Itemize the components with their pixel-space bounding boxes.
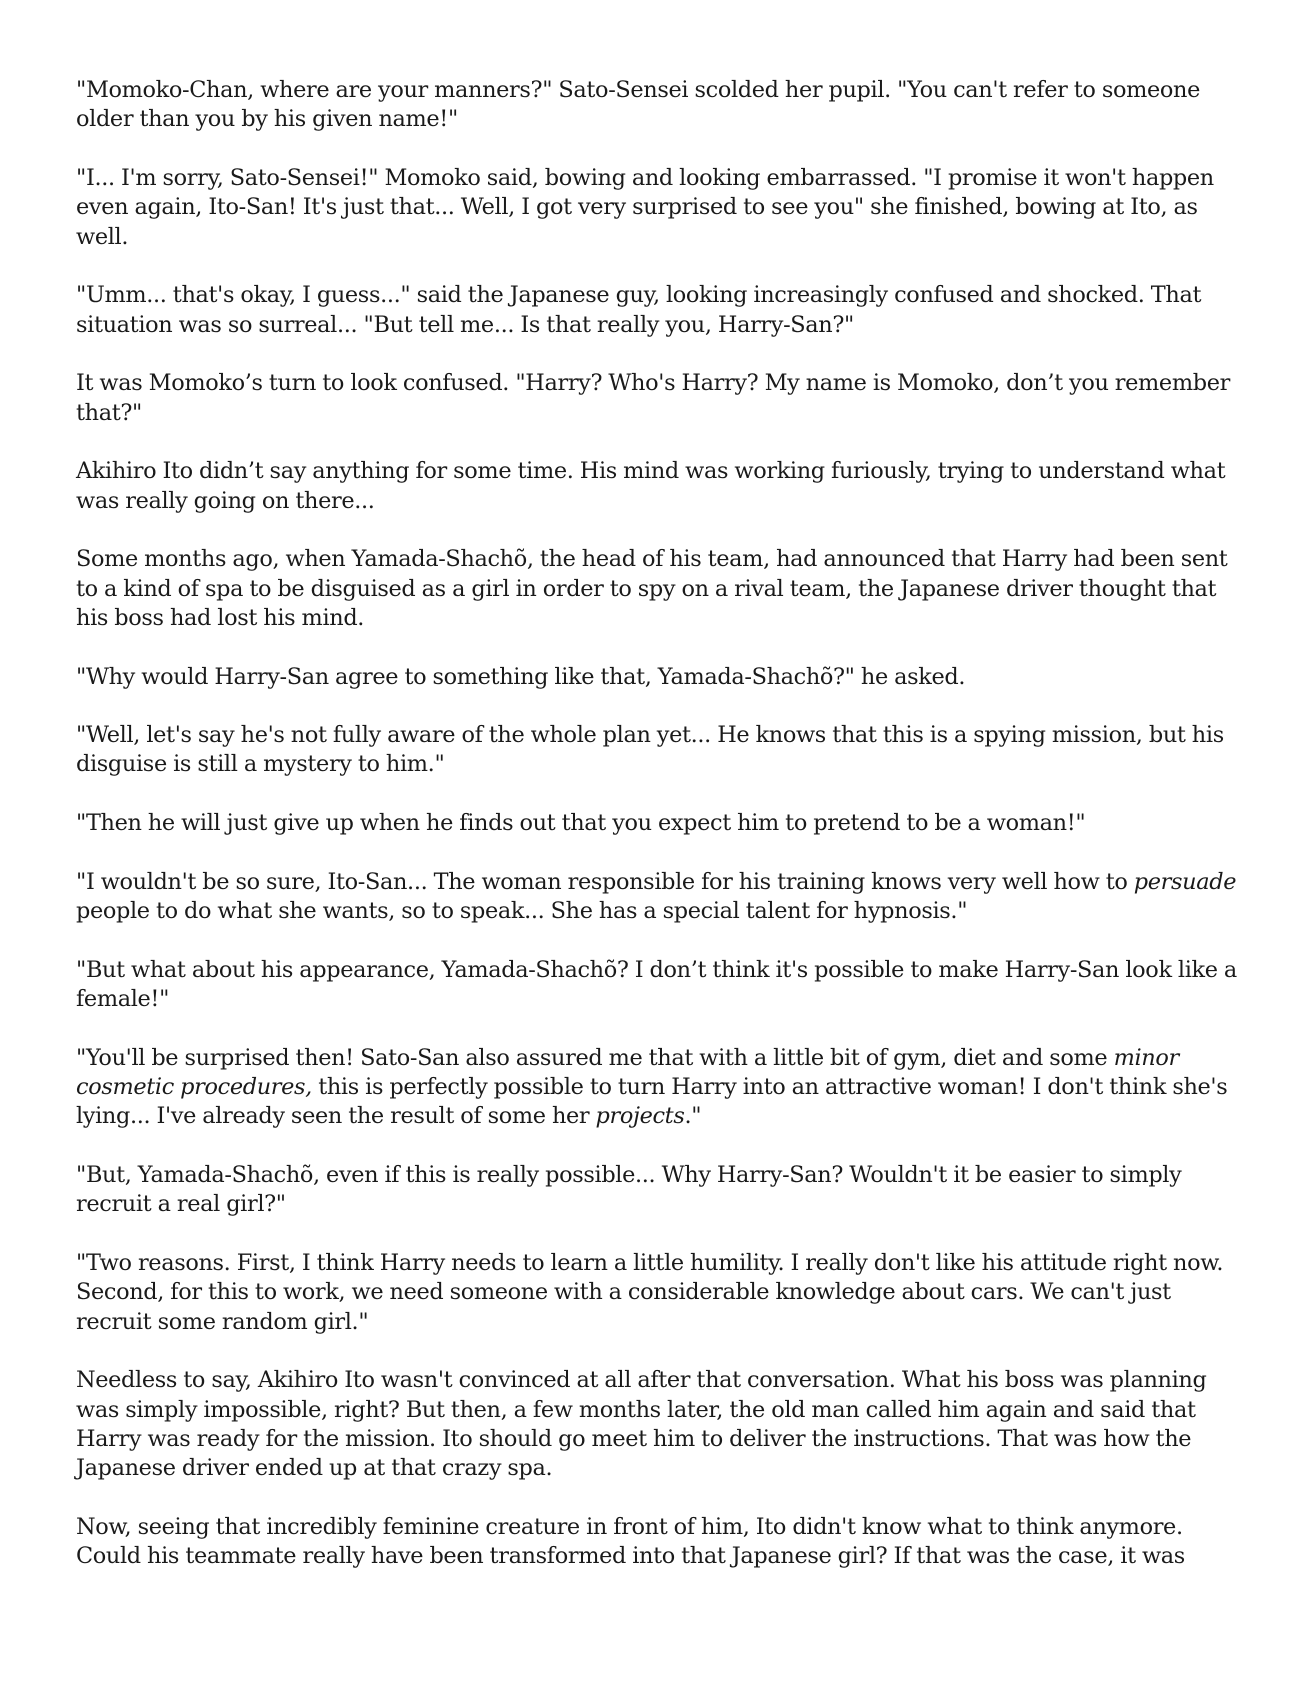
text-run: "Well, let's say he's not fully aware of the whole plan yet... He knows that this is a spying mission, but his disguise is still a mystery to him." <box>76 722 1224 778</box>
italic-text: minor cosmetic procedures, <box>76 1044 1179 1101</box>
text-run: "Two reasons. First, I think Harry needs to learn a little humility. I really don't like his attitude right now. Second, for this to work, we need someone with a considerable knowledge about cars. We can't just recruit some random girl." <box>76 1250 1224 1335</box>
paragraph <box>76 663 1246 692</box>
text-run: "Umm... that's okay, I guess..." said the Japanese guy, looking increasingly confused and shocked. That situation was so surreal... "But tell me... Is that really you, Harry-San?" <box>76 282 1202 338</box>
paragraph <box>76 369 1246 428</box>
text-run: "I wouldn't be so sure, Ito-San... The woman responsible for his training knows very well how to <box>76 868 1134 895</box>
paragraph <box>76 956 1246 1015</box>
italic-text: projects <box>595 1103 685 1130</box>
paragraph <box>76 868 1246 927</box>
paragraph <box>76 164 1246 252</box>
text-run: Now, seeing that incredibly feminine creature in front of him, Ito didn't know what to think anymore. Could his teammate really have been transformed into that Japanese girl? If that was the case, it was <box>76 1513 1185 1570</box>
text-run: this is perfectly possible to turn Harry into an attractive woman! I don't think she's lying... I've already seen the result of some her <box>76 1074 1228 1130</box>
paragraph <box>76 76 1246 135</box>
text-run: It was Momoko’s turn to look confused. "Harry? Who's Harry? My name is Momoko, don’t you remember that?" <box>76 370 1230 426</box>
text-run: people to do what she wants, so to speak... She has a special talent for hypnosis." <box>76 898 968 925</box>
text-run: Some months ago, when Yamada-Shachõ, the head of his team, had announced that Harry had been sent to a kind of spa to be disguised as a girl in order to spy on a rival team, the Japanese driver thought that his boss had lost his mind. <box>76 546 1228 631</box>
text-run: Needless to say, Akihiro Ito wasn't convinced at all after that conversation. What his boss was planning was simply impossible, right? But then, a few months later, the old man called him again and said that Harry was ready for the mission. Ito should go meet him to deliver the instructions. That was how the Japanese driver ended up at that crazy spa. <box>76 1367 1207 1482</box>
paragraph <box>76 1249 1246 1337</box>
body-text <box>76 76 1246 1601</box>
text-run: "Then he will just give up when he finds out that you expect him to pretend to be a woman!" <box>76 810 1086 837</box>
text-run: "But, Yamada-Shachõ, even if this is really possible... Why Harry-San? Wouldn't it be easier to simply recruit a real girl?" <box>76 1162 1182 1218</box>
paragraph <box>76 281 1246 340</box>
paragraph <box>76 721 1246 780</box>
paragraph <box>76 545 1246 633</box>
text-run: "You'll be surprised then! Sato-San also assured me that with a little bit of gym, diet and some <box>76 1044 1114 1071</box>
text-run: ." <box>684 1103 702 1130</box>
paragraph <box>76 1044 1246 1132</box>
italic-text: persuade <box>1133 868 1237 895</box>
text-run: "But what about his appearance, Yamada-Shachõ? I don’t think it's possible to make Harry-San look like a female!" <box>76 956 1237 1013</box>
paragraph <box>76 1366 1246 1483</box>
text-run: "Momoko-Chan, where are your manners?" Sato-Sensei scolded her pupil. "You can't refer to someone older than you by his given name!" <box>76 77 1200 133</box>
paragraph <box>76 809 1246 838</box>
paragraph <box>76 457 1246 516</box>
paragraph <box>76 1513 1246 1572</box>
text-run: "Why would Harry-San agree to something like that, Yamada-Shachõ?" he asked. <box>76 663 966 690</box>
paragraph <box>76 1161 1246 1220</box>
text-run: "I... I'm sorry, Sato-Sensei!" Momoko said, bowing and looking embarrassed. "I promise it won't happen even again, Ito-San! It's just that... Well, I got very surprised to see you" she finished, bowing at Ito, as well. <box>76 164 1214 250</box>
text-run: Akihiro Ito didn’t say anything for some time. His mind was working furiously, trying to understand what was really going on there... <box>76 458 1226 514</box>
